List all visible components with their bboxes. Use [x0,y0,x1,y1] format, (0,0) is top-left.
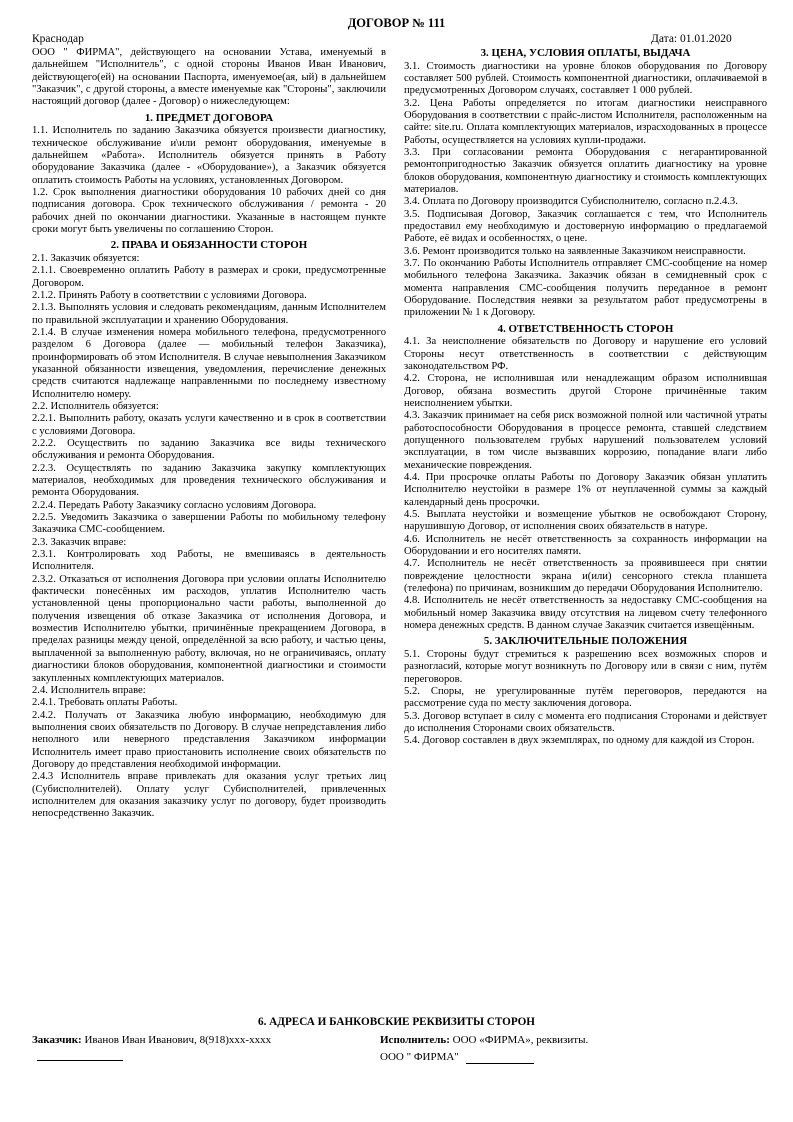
city: Краснодар [32,33,84,45]
clause-3-2: 3.2. Цена Работы определяется по итогам диагностики неисправного Оборудования в соответствии с прайс-листом Исполнителя, расположенным на сайте: site.ru. Оплата комплектующих материалов, израсходованных в процессе Работы, осуществляется на условиях купли-продажи. [404,97,767,146]
clause-3-6: 3.6. Ремонт производится только на заявленные Заказчиком неисправности. [404,245,746,257]
executor-value: ООО «ФИРМА», реквизиты. [452,1034,589,1046]
executor-label: Исполнитель: [380,1034,450,1046]
clause-2-3: 2.3. Заказчик вправе: [32,536,127,548]
left-column [32,47,386,821]
clause-2-4: 2.4. Исполнитель вправе: [32,684,146,696]
clause-2-2: 2.2. Исполнитель обязуется: [32,400,159,412]
clause-4-5: 4.5. Выплата неустойки и возмещение убытков не освобождают Сторону, нарушившую Договор, от исполнения своих обязательств в натуре. [404,509,767,533]
right-column [404,47,767,748]
clause-2-1: 2.1. Заказчик обязуется: [32,252,140,264]
clause-4-3: 4.3. Заказчик принимает на себя риск возможной полной или частичной утраты работоспособности Оборудования в процессе ремонта, ставшей следствием допущенного пользователем грубых нарушений пользователем условий эксплуатации, в том числе вызвавших коррозию, попадание влаги либо механические повреждения. [404,410,767,471]
clause-2-2-1: 2.2.1. Выполнить работу, оказать услуги качественно и в срок в соответствии с условиями Договора. [32,413,386,437]
customer-requisites [32,1034,271,1047]
clause-4-1: 4.1. За неисполнение обязательств по Договору и нарушение его условий Стороны несут ответственность в соответствии с действующим законодательством РФ. [404,336,767,372]
clause-1-2: 1.2. Срок выполнения диагностики оборудования 10 рабочих дней со дня подписания договора. Срок технического обслуживания / ремонта - 20 рабочих дней по окончании диагностики. Указанные в настоящем пункте сроки могут быть увеличены по соглашению Сторон. [32,186,386,235]
clause-2-1-2: 2.1.2. Принять Работу в соответствии с условиями Договора. [32,289,307,301]
clause-3-4: 3.4. Оплата по Договору производится Субисполнителю, согласно п.2.4.3. [404,196,738,208]
clause-2-2-4: 2.2.4. Передать Работу Заказчику согласно условиям Договора. [32,499,317,511]
executor-requisites [380,1034,588,1047]
clause-2-1-3: 2.1.3. Выполнять условия и следовать рекомендациям, данным Исполнителем по правильной эксплуатации и хранению Оборудования. [32,302,386,326]
section-5-title: 5. ЗАКЛЮЧИТЕЛЬНЫЕ ПОЛОЖЕНИЯ [483,635,688,648]
customer-signature-line [37,1060,123,1061]
clause-2-4-1: 2.4.1. Требовать оплаты Работы. [32,697,178,709]
clause-2-3-1: 2.3.1. Контролировать ход Работы, не вмешиваясь в деятельность Исполнителя. [32,549,386,573]
clause-4-2: 4.2. Сторона, не исполнившая или ненадлежащим образом исполнившая Договор, обязана возместить другой Стороне причинённые таким неисполнением убытки. [404,373,767,409]
clause-2-4-2: 2.4.2. Получать от Заказчика любую информацию, необходимую для выполнения своих обязательств по Договору. В случае непредставления либо неполного или неверного представления Заказчиком информации Исполнитель имеет право приостановить исполнение своих обязательств по Договору до представления необходимой информации. [32,709,386,770]
section-6-title: 6. АДРЕСА И БАНКОВСКИЕ РЕКВИЗИТЫ СТОРОН [257,1016,536,1028]
clause-2-4-3: 2.4.3 Исполнитель вправе привлекать для оказания услуг третьих лиц (Субисполнителей). Оплату услуг Субисполнителей, привлеченных исполнителем для оказания заказчику услуг по договору, будет производить непосредственно Заказчик. [32,771,386,820]
clause-4-4: 4.4. При просрочке оплаты Работы по Договору Заказчик обязан уплатить Исполнителю неустойки в размере 1% от неуплаченной суммы за каждый календарный день просрочки. [404,472,767,508]
clause-2-3-2: 2.3.2. Отказаться от исполнения Договора при условии оплаты Исполнителю фактически понесённых им расходов, уплатив Исполнителю часть установленной цены пропорционально части работы, выполненной до получения извещения об отказе Заказчика от исполнения Договора, и возместив Исполнителю убытки, причинённые прекращением Договора, в пределах разницы между ценой, определённой за всю работу, и частью цены, выплаченной за выполненную работу, включая, но не ограничиваясь, оплату диагностики блоков оборудования, компонентной диагностики и стоимости закупленных комплектующих материалов. [32,573,386,684]
clause-2-1-1: 2.1.1. Своевременно оплатить Работу в размерах и сроки, предусмотренные Договором. [32,265,386,289]
clause-3-7: 3.7. По окончанию Работы Исполнитель отправляет СМС-сообщение на номер мобильного телефона Заказчика. Заказчик обязан в семидневный срок с момента направления СМС-сообщения получить переданное в ремонт Оборудование. Последствия неявки за результатом работ предусмотрены в приложении № 1 к Договору. [404,258,767,319]
clause-2-1-4: 2.1.4. В случае изменения номера мобильного телефона, предусмотренного разделом 6 Договора (далее — мобильный телефон Заказчика), проинформировать об этом Исполнителя. В случае невыполнения Заказчиком указанной обязанности извещения, уведомления, перечисление денежных средств считаются надлежаще направленными по последнему известному Исполнителю номеру. [32,326,386,400]
clause-2-2-3: 2.2.3. Осуществлять по заданию Заказчика закупку комплектующих материалов, необходимых для проведения технического обслуживания и ремонта Оборудования. [32,462,386,499]
clause-5-3: 5.3. Договор вступает в силу с момента его подписания Сторонами и действует до исполнения Сторонами своих обязательств. [404,710,767,735]
executor-signature [380,1051,534,1064]
clause-3-1: 3.1. Стоимость диагностики на уровне блоков оборудования по Договору составляет 500 рублей. Стоимость компонентной диагностики, оплачиваемой в предусмотренных Договором случаях, составляет 1 000 рублей. [404,60,767,97]
section-4-title: 4. ОТВЕТСТВЕННОСТЬ СТОРОН [497,322,674,335]
clause-2-2-2: 2.2.2. Осуществить по заданию Заказчика все виды технического обслуживания и ремонта Оборудования. [32,437,386,462]
executor-signature-line [466,1052,534,1064]
executor-org: ООО " ФИРМА" [380,1051,459,1063]
customer-value: Иванов Иван Иванович, 8(918)xxx-xxxx [84,1034,272,1046]
section-3-title: 3. ЦЕНА, УСЛОВИЯ ОПЛАТЫ, ВЫДАЧА [480,47,691,59]
clause-3-5: 3.5. Подписывая Договор, Заказчик соглашается с тем, что Исполнитель предоставил ему необходимую и достоверную информацию о предлагаемой Работе, её видах и особенностях, о цене. [404,208,767,245]
document-title: ДОГОВОР № 111 [347,16,446,30]
clause-5-1: 5.1. Стороны будут стремиться к разрешению всех возможных споров и разногласий, которые могут возникнуть по Договору или в связи с ним, путём переговоров. [404,648,767,685]
clause-5-2: 5.2. Споры, не урегулированные путём переговоров, передаются на рассмотрение суда по месту заключения договора. [404,686,767,710]
clause-4-6: 4.6. Исполнитель не несёт ответственность за сохранность информации на Оборудовании и его носителях памяти. [404,533,767,558]
clause-4-8: 4.8. Исполнитель не несёт ответственность за недоставку СМС-сообщения на мобильный номер Заказчика ввиду отсутствия на лицевом счету телефонного номера денежных средств. В данном случае Заказчик считается извещённым. [404,595,767,632]
clause-1-1: 1.1. Исполнитель по заданию Заказчика обязуется произвести диагностику, техническое обслуживание и\или ремонт оборудования, именуемые в дальнейшем «Работа». Исполнитель обязуется принять в Работу оборудование Заказчика (далее - «Оборудование»), а Заказчик обязуется оплатить стоимость Работы на условиях, установленных Договором. [32,125,386,186]
clause-5-4: 5.4. Договор составлен в двух экземплярах, по одному для каждой из Сторон. [404,735,755,747]
clause-4-7: 4.7. Исполнитель не несёт ответственность за проявившееся при снятии повреждение целостности экрана и(или) сенсорного стекла планшета (телефона) по причинам, возникшим до передачи Оборудования Исполнителю. [404,558,767,595]
contract-date: Дата: 01.01.2020 [651,33,732,45]
intro-paragraph: ООО " ФИРМА", действующего на основании Устава, именуемый в дальнейшем "Исполнитель", с одной стороны Иванов Иван Иванович, действующего(ей) на основании Паспорта, именуемое(ая, ый) в дальнейшем "Заказчик", с другой стороны, а вместе именуемые как "Стороны", заключили настоящий договор (далее - Договор) о нижеследующем: [32,47,386,108]
section-1-title: 1. ПРЕДМЕТ ДОГОВОРА [144,111,274,124]
clause-3-3: 3.3. При согласовании ремонта Оборудования с негарантированной ремонтопригодностью Заказчик обязуется оплатить диагностику на уровне блоков оборудования, компонентную диагностику и стоимость комплектующих материалов. [404,146,767,195]
clause-2-2-5: 2.2.5. Уведомить Заказчика о завершении Работы по мобильному телефону Заказчика СМС-сообщением. [32,512,386,536]
customer-label: Заказчик: [32,1034,82,1046]
section-2-title: 2. ПРАВА И ОБЯЗАННОСТИ СТОРОН [110,239,308,252]
